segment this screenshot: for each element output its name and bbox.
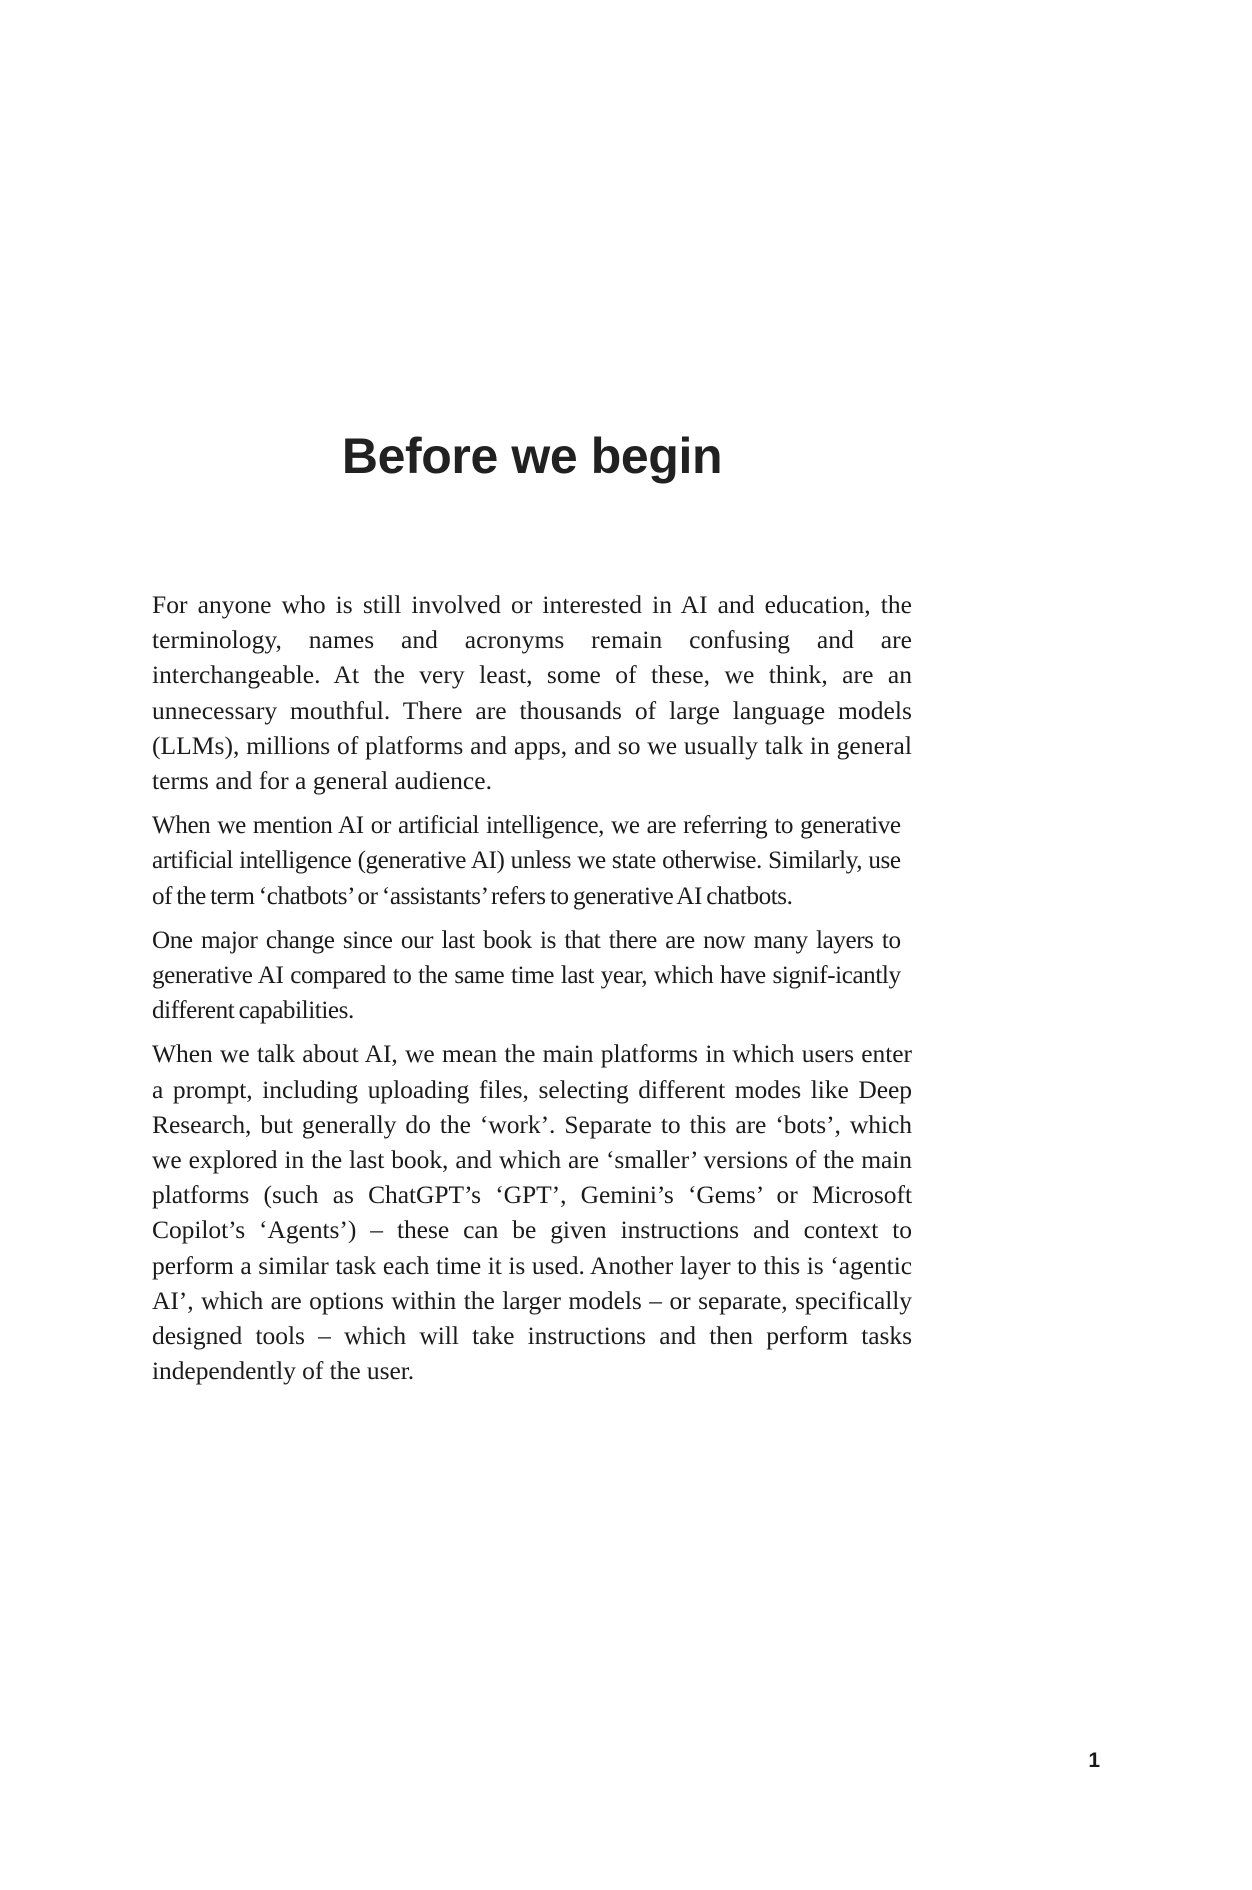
body-text-column [152, 587, 912, 1388]
page-title: Before we begin [341, 427, 723, 484]
page-number: 1 [1088, 1749, 1100, 1772]
body-paragraph-2: When we mention AI or artificial intelligence, we are referring to generative artificial intelligence (generative AI) unless we state otherwise. Similarly, use of the term ‘chatbots’ or ‘assistants’ refers to generative AI chatbots. [152, 810, 901, 910]
body-paragraph-3: One major change since our last book is that there are now many layers to generative AI compared to the same time last year, which have signif-icantly different capabilities. [152, 924, 901, 1025]
body-paragraph-4: When we talk about AI, we mean the main platforms in which users enter a prompt, including uploading files, selecting different modes like Deep Research, but generally do the ‘work’. Separate to this are ‘bots’, which we explored in the last book, and which are ‘smaller’ versions of the main platforms (such as ChatGPT’s ‘GPT’, Gemini’s ‘Gems’ or Microsoft Copilot’s ‘Agents’) – these can be given instructions and context to perform a similar task each time it is used. Another layer to this is ‘agentic AI’, which are options within the larger models – or separate, specifically designed tools – which will take instructions and then perform tasks independently of the user. [152, 1039, 912, 1386]
body-paragraph-1: For anyone who is still involved or interested in AI and education, the terminology, names and acronyms remain confusing and are interchangeable. At the very least, some of these, we think, are an unnecessary mouthful. There are thousands of large language models (LLMs), millions of platforms and apps, and so we usually talk in general terms and for a general audience. [152, 590, 912, 796]
